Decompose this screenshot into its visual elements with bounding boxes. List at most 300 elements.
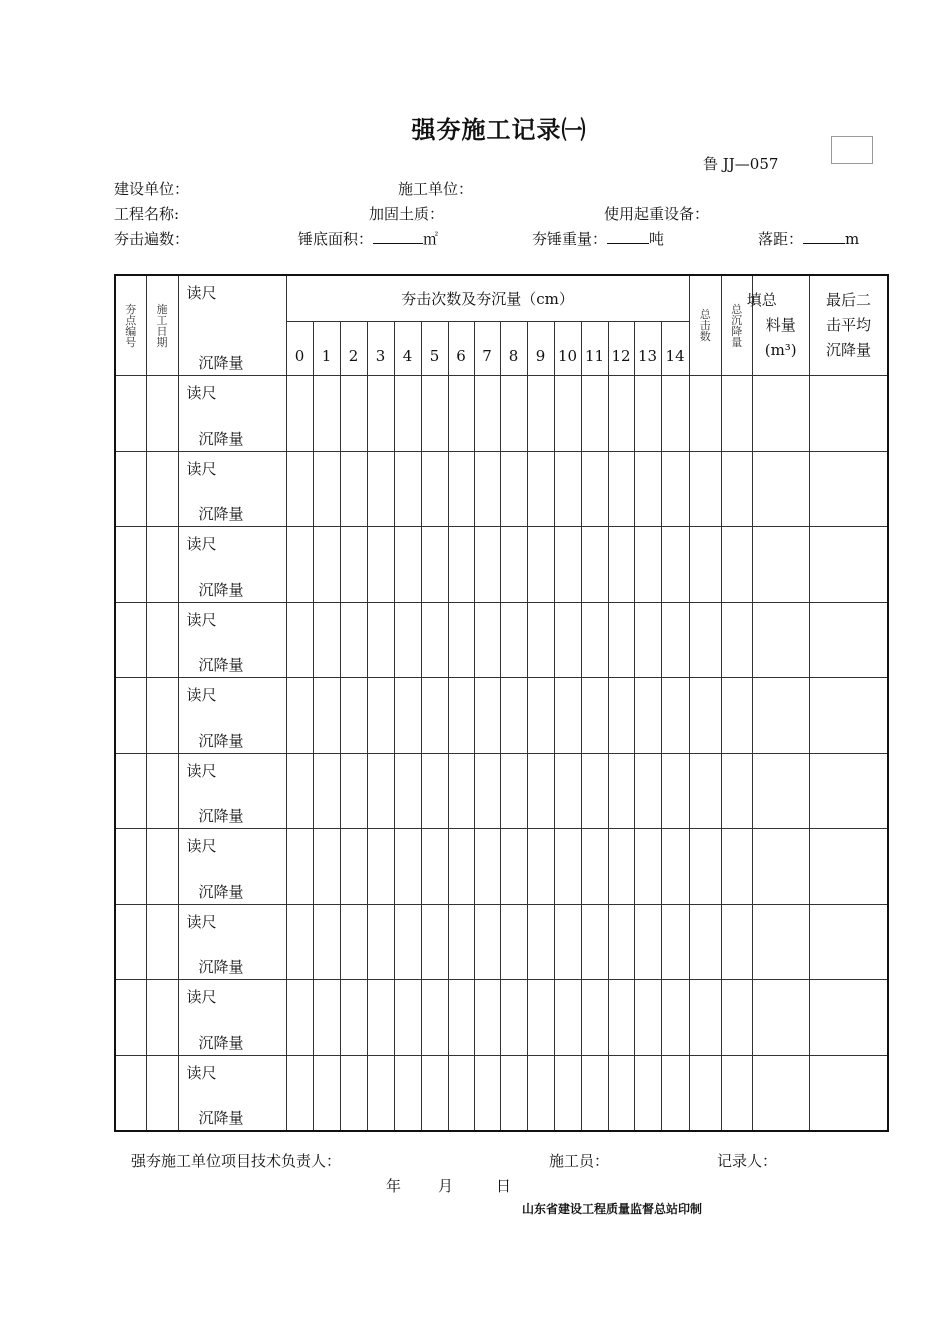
worker-label: 施工员： (549, 1152, 610, 1170)
blow-cell[interactable] (554, 602, 581, 678)
blow-cell[interactable] (394, 527, 421, 603)
last-two-avg-cell[interactable] (809, 451, 888, 527)
hammer-weight-blank[interactable] (607, 228, 649, 244)
blow-cell[interactable] (286, 602, 313, 678)
total-blows-cell[interactable] (689, 527, 721, 603)
blow-cell[interactable] (286, 904, 313, 980)
header-point-no (115, 275, 146, 376)
header-total-blows-text: 总击数 (699, 308, 711, 344)
point-no-cell[interactable] (115, 527, 146, 603)
blow-cell[interactable] (554, 1055, 581, 1131)
blow-cell[interactable] (367, 1055, 394, 1131)
blow-cell[interactable] (581, 527, 608, 603)
blow-cell[interactable] (581, 678, 608, 754)
last-two-avg-cell[interactable] (809, 829, 888, 905)
blow-cell[interactable] (527, 602, 554, 678)
blow-cell[interactable] (661, 527, 689, 603)
table-row (115, 980, 888, 1056)
blow-cell[interactable] (527, 980, 554, 1056)
blow-cell[interactable] (608, 376, 634, 452)
hammer-area-field (298, 228, 438, 249)
date-cell[interactable] (146, 980, 178, 1056)
settle-label: 沉降量 (198, 882, 244, 901)
blow-cell[interactable] (500, 1055, 527, 1131)
blow-cell[interactable] (394, 678, 421, 754)
table-row (115, 1055, 888, 1131)
blow-cell[interactable] (340, 904, 367, 980)
read-label: 读尺 (186, 837, 217, 856)
blow-cell[interactable] (340, 678, 367, 754)
table-row (115, 602, 888, 678)
blow-cell[interactable] (581, 753, 608, 829)
blow-cell[interactable] (394, 980, 421, 1056)
blow-cell[interactable] (448, 753, 474, 829)
blow-cell[interactable] (500, 678, 527, 754)
blow-cell[interactable] (286, 980, 313, 1056)
hammer-area-unit: ㎡ (423, 230, 439, 248)
blow-cell[interactable] (527, 678, 554, 754)
hammer-weight-label: 夯锤重量： (532, 230, 608, 248)
header-settle-label: 沉降量 (198, 354, 244, 373)
read-label: 读尺 (186, 1063, 217, 1082)
blow-cell[interactable] (448, 980, 474, 1056)
blow-cell[interactable] (474, 451, 500, 527)
last-two-avg-cell[interactable] (809, 980, 888, 1056)
blow-cell[interactable] (554, 829, 581, 905)
total-settle-cell[interactable] (721, 753, 752, 829)
read-settle-cell (178, 678, 286, 754)
header-total-settle-text: 总沉降量 (731, 302, 743, 349)
blow-number-5: 5 (421, 321, 448, 375)
blow-cell[interactable] (421, 678, 448, 754)
blow-cell[interactable] (367, 376, 394, 452)
blow-cell[interactable] (634, 904, 661, 980)
blow-number-0: 0 (286, 321, 313, 375)
blow-cell[interactable] (581, 602, 608, 678)
settle-label: 沉降量 (198, 656, 244, 675)
point-no-cell[interactable] (115, 904, 146, 980)
settle-label: 沉降量 (198, 429, 244, 448)
blow-cell[interactable] (340, 376, 367, 452)
total-blows-cell[interactable] (689, 376, 721, 452)
blow-cell[interactable] (313, 753, 340, 829)
blow-cell[interactable] (286, 753, 313, 829)
blow-cell[interactable] (634, 753, 661, 829)
blow-cell[interactable] (474, 527, 500, 603)
blow-cell[interactable] (634, 527, 661, 603)
blow-number-1: 1 (313, 321, 340, 375)
blow-cell[interactable] (448, 829, 474, 905)
table-row (115, 678, 888, 754)
blow-cell[interactable] (500, 451, 527, 527)
total-blows-cell[interactable] (689, 753, 721, 829)
soil-label: 加固土质： (369, 205, 445, 223)
blow-cell[interactable] (634, 376, 661, 452)
point-no-cell[interactable] (115, 602, 146, 678)
point-no-cell[interactable] (115, 376, 146, 452)
blow-cell[interactable] (313, 1055, 340, 1131)
date-cell[interactable] (146, 678, 178, 754)
blow-cell[interactable] (527, 753, 554, 829)
blow-number-8: 8 (500, 321, 527, 375)
blow-cell[interactable] (527, 1055, 554, 1131)
table-row (115, 753, 888, 829)
blow-cell[interactable] (634, 602, 661, 678)
last-two-avg-cell[interactable] (809, 602, 888, 678)
fill-volume-cell[interactable] (752, 1055, 809, 1131)
header-last-two-avg (809, 275, 888, 376)
read-label: 读尺 (186, 912, 217, 931)
read-settle-cell (178, 1055, 286, 1131)
blow-cell[interactable] (313, 678, 340, 754)
blow-cell[interactable] (634, 1055, 661, 1131)
build-unit-label: 建设单位： (114, 180, 190, 198)
blow-cell[interactable] (421, 753, 448, 829)
read-settle-cell (178, 753, 286, 829)
blow-cell[interactable] (527, 527, 554, 603)
blow-number-3: 3 (367, 321, 394, 375)
blow-cell[interactable] (448, 376, 474, 452)
blow-cell[interactable] (286, 376, 313, 452)
last-two-avg-cell[interactable] (809, 376, 888, 452)
blow-cell[interactable] (340, 527, 367, 603)
blow-number-11: 11 (581, 321, 608, 375)
blow-cell[interactable] (448, 602, 474, 678)
blow-cell[interactable] (421, 1055, 448, 1131)
blow-number-4: 4 (394, 321, 421, 375)
blow-cell[interactable] (448, 527, 474, 603)
read-settle-cell (178, 602, 286, 678)
blow-number-10: 10 (554, 321, 581, 375)
blow-cell[interactable] (367, 980, 394, 1056)
blow-cell[interactable] (313, 602, 340, 678)
blow-cell[interactable] (661, 602, 689, 678)
blow-cell[interactable] (421, 527, 448, 603)
blow-cell[interactable] (474, 980, 500, 1056)
blow-cell[interactable] (340, 829, 367, 905)
total-blows-cell[interactable] (689, 678, 721, 754)
header-point-no-text: 夯点编号 (125, 302, 137, 349)
total-settle-cell[interactable] (721, 678, 752, 754)
blow-cell[interactable] (394, 753, 421, 829)
last-two-avg-cell[interactable] (809, 527, 888, 603)
blow-cell[interactable] (340, 1055, 367, 1131)
blow-cell[interactable] (367, 527, 394, 603)
date-cell[interactable] (146, 451, 178, 527)
blow-cell[interactable] (421, 602, 448, 678)
blow-cell[interactable] (394, 602, 421, 678)
header-last-line1: 最后二 (825, 291, 871, 310)
blow-cell[interactable] (394, 904, 421, 980)
header-last-line2: 击平均 (825, 316, 871, 335)
blow-cell[interactable] (661, 904, 689, 980)
blow-cell[interactable] (500, 602, 527, 678)
blow-cell[interactable] (554, 678, 581, 754)
blow-cell[interactable] (554, 451, 581, 527)
blow-cell[interactable] (634, 829, 661, 905)
blow-cell[interactable] (367, 602, 394, 678)
blow-cell[interactable] (474, 829, 500, 905)
point-no-cell[interactable] (115, 678, 146, 754)
point-no-cell[interactable] (115, 1055, 146, 1131)
blow-cell[interactable] (313, 527, 340, 603)
total-blows-cell[interactable] (689, 1055, 721, 1131)
blow-cell[interactable] (421, 829, 448, 905)
fill-volume-cell[interactable] (752, 904, 809, 980)
blow-cell[interactable] (581, 451, 608, 527)
blow-cell[interactable] (394, 376, 421, 452)
blow-cell[interactable] (367, 678, 394, 754)
date-cell[interactable] (146, 904, 178, 980)
hammer-weight-unit: 吨 (649, 230, 665, 248)
blow-cell[interactable] (394, 451, 421, 527)
blow-cell[interactable] (313, 376, 340, 452)
blow-cell[interactable] (527, 904, 554, 980)
blow-cell[interactable] (608, 829, 634, 905)
blow-number-2: 2 (340, 321, 367, 375)
drop-field (758, 228, 859, 249)
last-two-avg-cell[interactable] (809, 678, 888, 754)
table-row (115, 376, 888, 452)
read-settle-cell (178, 829, 286, 905)
header-date-text: 施工日期 (156, 302, 168, 349)
date-cell[interactable] (146, 376, 178, 452)
settle-label: 沉降量 (198, 807, 244, 826)
project-name-label: 工程名称: (114, 205, 180, 223)
equipment-label: 使用起重设备： (604, 205, 710, 223)
blow-cell[interactable] (367, 753, 394, 829)
blow-cell[interactable] (286, 451, 313, 527)
total-settle-cell[interactable] (721, 451, 752, 527)
table-row (115, 829, 888, 905)
blow-cell[interactable] (367, 829, 394, 905)
date-cell[interactable] (146, 753, 178, 829)
last-two-avg-cell[interactable] (809, 904, 888, 980)
blow-cell[interactable] (608, 753, 634, 829)
blow-cell[interactable] (500, 753, 527, 829)
date-cell[interactable] (146, 527, 178, 603)
blow-cell[interactable] (608, 904, 634, 980)
blow-cell[interactable] (474, 678, 500, 754)
point-no-cell[interactable] (115, 753, 146, 829)
read-label: 读尺 (186, 459, 217, 478)
point-no-cell[interactable] (115, 451, 146, 527)
fill-volume-cell[interactable] (752, 527, 809, 603)
blow-cell[interactable] (554, 527, 581, 603)
blow-cell[interactable] (421, 451, 448, 527)
blow-number-12: 12 (608, 321, 634, 375)
date-cell[interactable] (146, 602, 178, 678)
blow-cell[interactable] (634, 451, 661, 527)
blow-cell[interactable] (608, 602, 634, 678)
blow-cell[interactable] (527, 451, 554, 527)
table-row (115, 527, 888, 603)
blow-cell[interactable] (448, 1055, 474, 1131)
header-read-settle (178, 275, 286, 376)
blow-cell[interactable] (313, 980, 340, 1056)
date-cell[interactable] (146, 829, 178, 905)
table-row (115, 904, 888, 980)
blow-cell[interactable] (474, 904, 500, 980)
tamping-record-table (114, 274, 889, 1132)
blow-cell[interactable] (634, 678, 661, 754)
header-blows-group: 夯击次数及夯沉量（cm） (286, 275, 689, 321)
form-code: 鲁 JJ—057 (703, 155, 779, 173)
page-title: 强夯施工记录㈠ (411, 116, 587, 144)
blow-cell[interactable] (554, 980, 581, 1056)
blow-number-14: 14 (661, 321, 689, 375)
blow-cell[interactable] (474, 376, 500, 452)
blow-cell[interactable] (421, 376, 448, 452)
header-fill-line3: (m³) (764, 341, 797, 360)
read-settle-cell (178, 980, 286, 1056)
settle-label: 沉降量 (198, 731, 244, 750)
settle-label: 沉降量 (198, 505, 244, 524)
hammer-area-blank[interactable] (373, 228, 423, 244)
blow-cell[interactable] (313, 451, 340, 527)
blow-cell[interactable] (474, 753, 500, 829)
read-label: 读尺 (186, 686, 217, 705)
blow-cell[interactable] (500, 980, 527, 1056)
blow-cell[interactable] (634, 980, 661, 1056)
read-settle-cell (178, 904, 286, 980)
blow-cell[interactable] (661, 376, 689, 452)
blow-number-7: 7 (474, 321, 500, 375)
settle-label: 沉降量 (198, 958, 244, 977)
blow-cell[interactable] (554, 753, 581, 829)
blow-cell[interactable] (608, 678, 634, 754)
total-settle-cell[interactable] (721, 527, 752, 603)
date-year: 年 (386, 1177, 402, 1195)
read-settle-cell (178, 376, 286, 452)
total-settle-cell[interactable] (721, 602, 752, 678)
blow-cell[interactable] (286, 678, 313, 754)
fill-volume-cell[interactable] (752, 376, 809, 452)
blow-cell[interactable] (500, 527, 527, 603)
blow-cell[interactable] (554, 904, 581, 980)
blow-cell[interactable] (394, 1055, 421, 1131)
read-settle-cell (178, 527, 286, 603)
blow-cell[interactable] (313, 904, 340, 980)
blow-cell[interactable] (661, 753, 689, 829)
total-settle-cell[interactable] (721, 376, 752, 452)
point-no-cell[interactable] (115, 980, 146, 1056)
blow-cell[interactable] (661, 1055, 689, 1131)
stamp-box (831, 136, 873, 164)
point-no-cell[interactable] (115, 829, 146, 905)
header-date (146, 275, 178, 376)
blow-number-13: 13 (634, 321, 661, 375)
total-settle-cell[interactable] (721, 980, 752, 1056)
last-two-avg-cell[interactable] (809, 1055, 888, 1131)
header-last-line3: 沉降量 (825, 341, 871, 360)
blow-cell[interactable] (581, 829, 608, 905)
issuer-note: 山东省建设工程质量监督总站印制 (522, 1202, 703, 1216)
blow-cell[interactable] (581, 376, 608, 452)
fill-volume-cell[interactable] (752, 829, 809, 905)
blow-cell[interactable] (340, 753, 367, 829)
fill-volume-cell[interactable] (752, 678, 809, 754)
blow-cell[interactable] (448, 451, 474, 527)
blow-number-9: 9 (527, 321, 554, 375)
blow-cell[interactable] (448, 904, 474, 980)
blow-cell[interactable] (367, 451, 394, 527)
total-settle-cell[interactable] (721, 829, 752, 905)
blow-cell[interactable] (421, 904, 448, 980)
settle-label: 沉降量 (198, 580, 244, 599)
total-blows-cell[interactable] (689, 602, 721, 678)
blow-cell[interactable] (367, 904, 394, 980)
blow-cell[interactable] (340, 602, 367, 678)
blow-cell[interactable] (581, 1055, 608, 1131)
construct-unit-label: 施工单位： (398, 180, 474, 198)
blow-cell[interactable] (421, 980, 448, 1056)
fill-volume-cell[interactable] (752, 602, 809, 678)
date-cell[interactable] (146, 1055, 178, 1131)
total-blows-cell[interactable] (689, 451, 721, 527)
blow-cell[interactable] (500, 904, 527, 980)
blow-cell[interactable] (661, 829, 689, 905)
blow-cell[interactable] (286, 829, 313, 905)
blow-cell[interactable] (581, 904, 608, 980)
blow-cell[interactable] (608, 527, 634, 603)
blow-cell[interactable] (608, 1055, 634, 1131)
drop-blank[interactable] (803, 228, 845, 244)
blow-cell[interactable] (474, 1055, 500, 1131)
blow-cell[interactable] (661, 451, 689, 527)
blow-cell[interactable] (581, 980, 608, 1056)
read-label: 读尺 (186, 535, 217, 554)
drop-unit: m (845, 230, 860, 248)
blow-cell[interactable] (661, 678, 689, 754)
recorder-label: 记录人： (717, 1152, 778, 1170)
tamp-passes-label: 夯击遍数： (114, 230, 190, 248)
blow-cell[interactable] (394, 829, 421, 905)
settle-label: 沉降量 (198, 1109, 244, 1127)
blow-cell[interactable] (661, 980, 689, 1056)
blow-cell[interactable] (608, 980, 634, 1056)
drop-label: 落距： (758, 230, 804, 248)
blow-cell[interactable] (554, 376, 581, 452)
blow-cell[interactable] (527, 376, 554, 452)
fill-volume-cell[interactable] (752, 753, 809, 829)
total-blows-cell[interactable] (689, 980, 721, 1056)
blow-cell[interactable] (286, 1055, 313, 1131)
blow-cell[interactable] (500, 376, 527, 452)
header-total-blows (689, 275, 721, 376)
table-row (115, 451, 888, 527)
last-two-avg-cell[interactable] (809, 753, 888, 829)
blow-cell[interactable] (286, 527, 313, 603)
date-month: 月 (438, 1177, 454, 1195)
fill-volume-cell[interactable] (752, 451, 809, 527)
read-label: 读尺 (186, 610, 217, 629)
blow-cell[interactable] (527, 829, 554, 905)
blow-cell[interactable] (313, 829, 340, 905)
blow-cell[interactable] (608, 451, 634, 527)
blow-cell[interactable] (340, 451, 367, 527)
fill-volume-cell[interactable] (752, 980, 809, 1056)
blow-cell[interactable] (448, 678, 474, 754)
total-settle-cell[interactable] (721, 904, 752, 980)
total-settle-cell[interactable] (721, 1055, 752, 1131)
total-blows-cell[interactable] (689, 904, 721, 980)
blow-cell[interactable] (500, 829, 527, 905)
header-fill-line1: 填总 (746, 291, 777, 310)
blow-cell[interactable] (474, 602, 500, 678)
total-blows-cell[interactable] (689, 829, 721, 905)
blow-cell[interactable] (340, 980, 367, 1056)
